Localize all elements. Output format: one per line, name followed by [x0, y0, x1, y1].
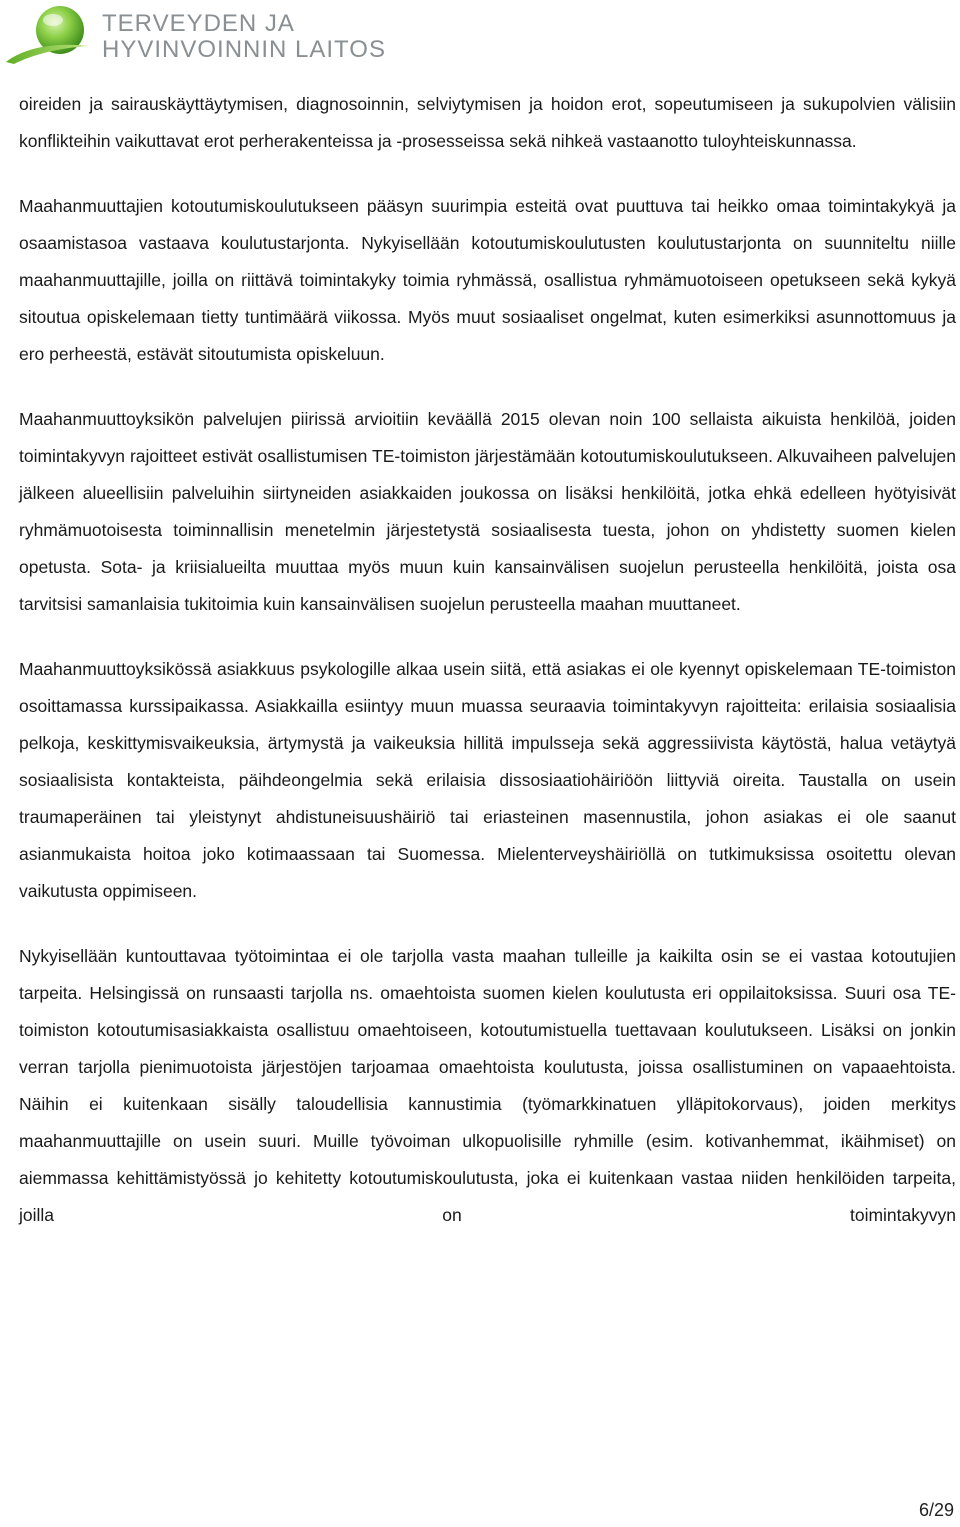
header — [4, 2, 404, 66]
paragraph-1: oireiden ja sairauskäyttäytymisen, diagnosoinnin, selviytymisen ja hoidon erot, sopeutumiseen ja sukupolvien välisiin konflikteihin vaikuttavat erot perherakenteissa ja -prosesseissa sekä nihkeä vastaanotto tuloyhteiskunnassa. — [19, 94, 956, 151]
paragraph-2: Maahanmuuttajien kotoutumiskoulutukseen pääsyn suurimpia esteitä ovat puuttuva tai heikko omaa toimintakykyä ja osaamistasoa vastaava koulutustarjonta. Nykyisellään kotoutumiskoulutusten koulutustarjonta on suunniteltu niille maahanmuuttajille, joilla on riittävä toimintakyky toimia ryhmässä, osallistua ryhmämuotoiseen opetukseen sekä kykyä sitoutua opiskelemaan tietty tuntimäärä viikossa. Myös muut sosiaaliset ongelmat, kuten esimerkiksi asunnottomuus ja ero perheestä, estävät sitoutumista opiskeluun. — [19, 196, 956, 364]
logo-line-1: TERVEYDEN JA — [102, 10, 295, 37]
thl-logo-icon — [4, 2, 90, 66]
page-number: 6/29 — [918, 1500, 954, 1520]
logo-line-2: HYVINVOINNIN LAITOS — [102, 36, 386, 63]
logo-wordmark — [102, 11, 386, 63]
paragraph-3: Maahanmuuttoyksikön palvelujen piirissä arvioitiin keväällä 2015 olevan noin 100 sellaista aikuista henkilöä, joiden toimintakyvyn rajoitteet estivät osallistumisen TE-toimiston järjestämään kotoutumiskoulutukseen. Alkuvaiheen palvelujen jälkeen alueellisiin palveluihin siirtyneiden asiakkaiden joukossa on lisäksi henkilöitä, jotka ehkä edelleen hyötyisivät ryhmämuotoisesta toiminnallisin menetelmin järjestetystä sosiaalisesta tuesta, johon on yhdistetty suomen kielen opetusta. Sota- ja kriisialueilta muuttaa myös muun kuin kansainvälisen suojelun perusteella henkilöitä, joista osa tarvitsisi samanlaisia tukitoimia kuin kansainvälisen suojelun perusteella maahan muuttaneet. — [19, 409, 956, 614]
document-body — [19, 86, 956, 1234]
paragraph-5: Nykyisellään kuntouttavaa työtoimintaa ei ole tarjolla vasta maahan tulleille ja kaikilta osin se ei vastaa kotoutujien tarpeita. Helsingissä on runsaasti tarjolla ns. omaehtoista suomen kielen koulutusta eri oppilaitoksissa. Suuri osa TE-toimiston kotoutumisasiakkaista osallistuu omaehtoiseen, kotoutumistuella tuettavaan koulutukseen. Lisäksi on jonkin verran tarjolla pienimuotoista järjestöjen tarjoamaa omaehtoista koulutusta, joissa osallistuminen on vapaaehtoista. Näihin ei kuitenkaan sisälly taloudellisia kannustimia (työmarkkinatuen ylläpitokorvaus), joiden merkitys maahanmuuttajille on usein suuri. Muille työvoiman ulkopuolisille ryhmille (esim. kotivanhemmat, ikäihmiset) on aiemmassa kehittämistyössä jo kehitetty kotoutumiskoulutusta, joka ei kuitenkaan vastaa niiden henkilöiden tarpeita, joilla on toimintakyvyn — [19, 946, 956, 1225]
paragraph-4: Maahanmuuttoyksikössä asiakkuus psykologille alkaa usein siitä, että asiakas ei ole kyennyt opiskelemaan TE-toimiston osoittamassa kurssipaikassa. Asiakkailla esiintyy muun muassa seuraavia toimintakyvyn rajoitteita: erilaisia sosiaalisia pelkoja, keskittymisvaikeuksia, ärtymystä ja vaikeuksia hillitä impulsseja sekä aggressiivista käytöstä, halua vetäytyä sosiaalisista kontakteista, päihdeongelmia sekä erilaisia dissosiaatiohäiriöön liittyviä oireita. Taustalla on usein traumaperäinen tai yleistynyt ahdistuneisuushäiriö tai eriasteinen masennustila, johon asiakas ei ole saanut asianmukaista hoitoa joko kotimaassaan tai Suomessa. Mielenterveyshäiriöllä on tutkimuksissa osoitettu olevan vaikutusta oppimiseen. — [19, 659, 956, 901]
